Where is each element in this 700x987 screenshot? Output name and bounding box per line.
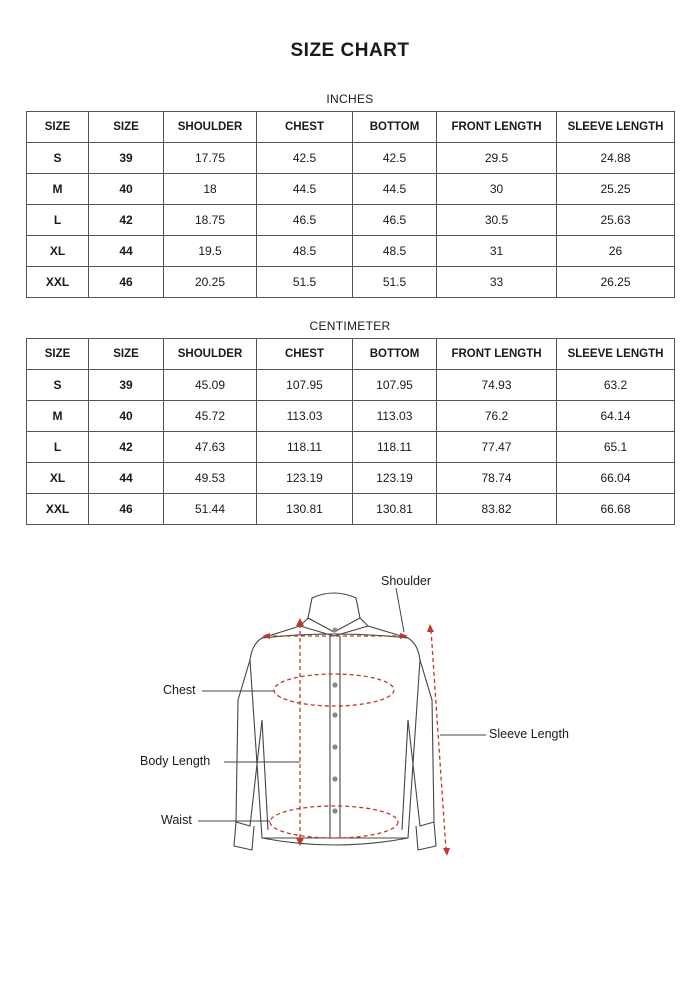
- table-cell: 44.5: [257, 174, 353, 205]
- header-cell: CHEST: [257, 339, 353, 370]
- table-cell: 30: [437, 174, 557, 205]
- table-cell: 25.25: [557, 174, 675, 205]
- table-cell: 46: [89, 494, 164, 525]
- table-cell: XL: [27, 463, 89, 494]
- table-cell: 64.14: [557, 401, 675, 432]
- header-cell: SLEEVE LENGTH: [557, 112, 675, 143]
- table-cell: 45.72: [164, 401, 257, 432]
- header-cell: FRONT LENGTH: [437, 112, 557, 143]
- measurement-arrowheads: [262, 618, 450, 856]
- table-cell: 42: [89, 432, 164, 463]
- table-cell: 44.5: [353, 174, 437, 205]
- table-cell: 66.68: [557, 494, 675, 525]
- header-cell: CHEST: [257, 112, 353, 143]
- table-cell: 44: [89, 463, 164, 494]
- centimeter-table-label: CENTIMETER: [309, 319, 391, 333]
- table-cell: 25.63: [557, 205, 675, 236]
- table-cell: 19.5: [164, 236, 257, 267]
- header-cell: SHOULDER: [164, 112, 257, 143]
- table-cell: 51.5: [353, 267, 437, 298]
- table-cell: L: [27, 205, 89, 236]
- table-cell: 26: [557, 236, 675, 267]
- table-row: [27, 401, 675, 432]
- table-cell: 113.03: [257, 401, 353, 432]
- table-cell: 107.95: [353, 370, 437, 401]
- table-cell: 123.19: [353, 463, 437, 494]
- table-cell: 42: [89, 205, 164, 236]
- table-cell: 48.5: [353, 236, 437, 267]
- table-cell: M: [27, 401, 89, 432]
- table-row: [27, 236, 675, 267]
- table-cell: S: [27, 370, 89, 401]
- table-cell: 42.5: [257, 143, 353, 174]
- table-cell: 31: [437, 236, 557, 267]
- centimeter-table: [26, 338, 675, 525]
- table-cell: 44: [89, 236, 164, 267]
- table-row: [27, 494, 675, 525]
- waist-label: Waist: [161, 813, 192, 827]
- table-cell: 107.95: [257, 370, 353, 401]
- table-cell: 77.47: [437, 432, 557, 463]
- table-cell: XXL: [27, 494, 89, 525]
- table-cell: 18: [164, 174, 257, 205]
- table-header-row: [27, 112, 675, 143]
- table-cell: 39: [89, 370, 164, 401]
- sleeve-length-label: Sleeve Length: [489, 727, 569, 741]
- body-length-label: Body Length: [140, 754, 211, 768]
- table-cell: 83.82: [437, 494, 557, 525]
- table-cell: 24.88: [557, 143, 675, 174]
- table-cell: 123.19: [257, 463, 353, 494]
- table-cell: 76.2: [437, 401, 557, 432]
- table-cell: M: [27, 174, 89, 205]
- header-cell: FRONT LENGTH: [437, 339, 557, 370]
- table-cell: 46.5: [257, 205, 353, 236]
- table-cell: XXL: [27, 267, 89, 298]
- header-cell: BOTTOM: [353, 112, 437, 143]
- table-cell: 39: [89, 143, 164, 174]
- table-cell: 49.53: [164, 463, 257, 494]
- table-cell: 45.09: [164, 370, 257, 401]
- table-header-row: [27, 339, 675, 370]
- shirt-measurement-diagram: [0, 560, 700, 880]
- shoulder-label: Shoulder: [381, 574, 432, 588]
- table-cell: 18.75: [164, 205, 257, 236]
- table-row: [27, 463, 675, 494]
- table-cell: 46: [89, 267, 164, 298]
- table-cell: 51.44: [164, 494, 257, 525]
- header-cell: SIZE: [27, 112, 89, 143]
- table-cell: 118.11: [257, 432, 353, 463]
- header-cell: BOTTOM: [353, 339, 437, 370]
- table-row: [27, 267, 675, 298]
- shirt-buttons: [332, 628, 337, 814]
- table-cell: 130.81: [257, 494, 353, 525]
- header-cell: SHOULDER: [164, 339, 257, 370]
- table-cell: 51.5: [257, 267, 353, 298]
- table-cell: XL: [27, 236, 89, 267]
- table-cell: 113.03: [353, 401, 437, 432]
- table-cell: 42.5: [353, 143, 437, 174]
- header-cell: SIZE: [27, 339, 89, 370]
- table-cell: 30.5: [437, 205, 557, 236]
- table-cell: 130.81: [353, 494, 437, 525]
- header-cell: SIZE: [89, 339, 164, 370]
- table-cell: 66.04: [557, 463, 675, 494]
- table-cell: 118.11: [353, 432, 437, 463]
- header-cell: SIZE: [89, 112, 164, 143]
- table-row: [27, 370, 675, 401]
- inches-table: [26, 111, 675, 298]
- table-cell: 47.63: [164, 432, 257, 463]
- inches-table-label: INCHES: [326, 92, 374, 106]
- table-cell: 74.93: [437, 370, 557, 401]
- shirt-illustration: [0, 560, 700, 880]
- table-row: [27, 432, 675, 463]
- table-cell: 65.1: [557, 432, 675, 463]
- table-row: [27, 205, 675, 236]
- table-cell: 17.75: [164, 143, 257, 174]
- table-cell: 26.25: [557, 267, 675, 298]
- table-cell: 63.2: [557, 370, 675, 401]
- table-cell: 33: [437, 267, 557, 298]
- table-row: [27, 143, 675, 174]
- table-cell: L: [27, 432, 89, 463]
- table-cell: 40: [89, 401, 164, 432]
- table-cell: 20.25: [164, 267, 257, 298]
- table-cell: 29.5: [437, 143, 557, 174]
- table-cell: 78.74: [437, 463, 557, 494]
- page-title: SIZE CHART: [290, 40, 410, 61]
- header-cell: SLEEVE LENGTH: [557, 339, 675, 370]
- table-cell: 46.5: [353, 205, 437, 236]
- table-cell: S: [27, 143, 89, 174]
- table-cell: 40: [89, 174, 164, 205]
- chest-label: Chest: [163, 683, 196, 697]
- table-cell: 48.5: [257, 236, 353, 267]
- table-row: [27, 174, 675, 205]
